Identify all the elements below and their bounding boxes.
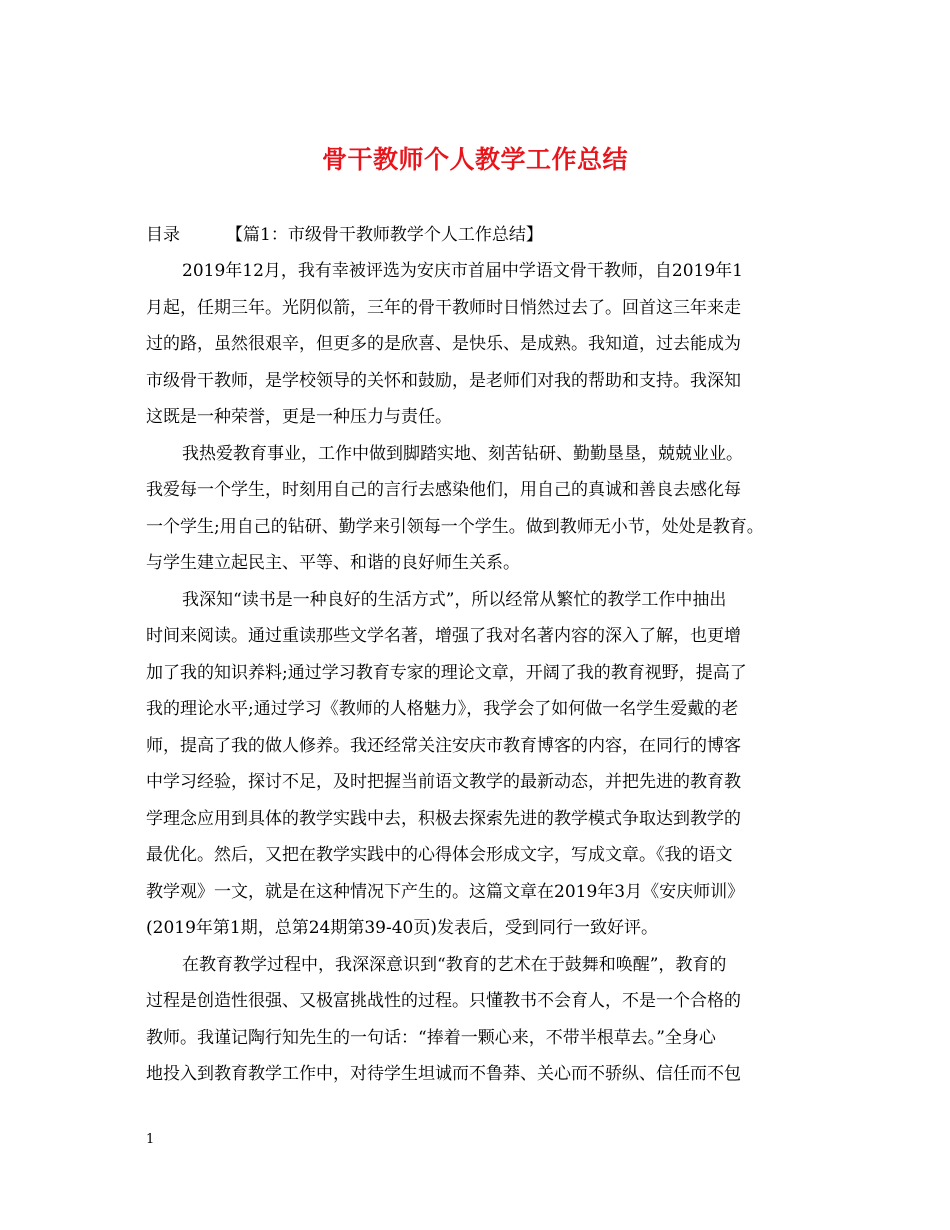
toc-label: 目录 [146,225,180,245]
text-line: 时间来阅读。通过重读那些文学名著，增强了我对名著内容的深入了解，也更增 [146,626,741,646]
text-line: 最优化。然后，又把在教学实践中的心得体会形成文字，写成文章。《我的语文 [146,845,733,865]
text-line: 市级骨干教师，是学校领导的关怀和鼓励，是老师们对我的帮助和支持。我深知 [146,370,741,391]
text-line: 2019年12月，我有幸被评选为安庆市首届中学语文骨干教师，自2019年1 [182,261,743,281]
table-of-contents [146,217,826,253]
text-line: 这既是一种荣誉，更是一种压力与责任。 [146,407,452,427]
text-line: 我深知“读书是一种良好的生活方式”，所以经常从繁忙的教学工作中抽出 [182,589,727,610]
text-line: 教学观》一文，就是在这种情况下产生的。这篇文章在2019年3月《安庆师训》 [146,881,745,902]
text-line: 过程是创造性很强、又极富挑战性的过程。只懂教书不会育人，不是一个合格的 [146,991,741,1011]
text-line: 学理念应用到具体的教学实践中去，积极去探索先进的教学模式争取达到教学的 [146,808,741,829]
text-line: (2019年第1期，总第24期第39-40页)发表后，受到同行一致好评。 [146,918,658,938]
document-title: 骨干教师个人教学工作总结 [321,145,628,174]
page-number: 1 [146,1132,155,1147]
text-line: 加了我的知识养料;通过学习教育专家的理论文章，开阔了我的教育视野，提高了 [146,662,747,683]
body-text [146,253,801,1093]
text-line: 我爱每一个学生，时刻用自己的言行去感染他们，用自己的真诚和善良去感化每 [146,480,741,500]
text-line: 我的理论水平;通过学习《教师的人格魅力》，我学会了如何做一名学生爱戴的老 [146,699,739,719]
text-line: 与学生建立起民主、平等、和谐的良好师生关系。 [146,553,520,573]
text-line: 月起，任期三年。光阴似箭，三年的骨干教师时日悄然过去了。回首这三年来走 [146,297,741,318]
text-line: 师，提高了我的做人修养。我还经常关注安庆市教育博客的内容，在同行的博客 [146,735,741,756]
text-line: 地投入到教育教学工作中，对待学生坦诚而不鲁莽、关心而不骄纵、信任而不包 [146,1064,741,1084]
text-line: 一个学生;用自己的钻研、勤学来引领每一个学生。做到教师无小节，处处是教育。 [146,516,764,537]
text-line: 过的路，虽然很艰辛，但更多的是欣喜、是快乐、是成熟。我知道，过去能成为 [146,334,741,354]
toc-entry: 【篇1：市级骨干教师教学个人工作总结】 [226,225,543,245]
text-line: 我热爱教育事业，工作中做到脚踏实地、刻苦钻研、勤勤垦垦，兢兢业业。 [182,443,743,464]
text-line: 教师。我谨记陶行知先生的一句话：“捧着一颗心来，不带半根草去。”全身心 [146,1027,716,1048]
text-line: 在教育教学过程中，我深深意识到“教育的艺术在于鼓舞和唤醒”，教育的 [182,954,727,975]
text-line: 中学习经验，探讨不足，及时把握当前语文教学的最新动态，并把先进的教育教 [146,772,741,792]
